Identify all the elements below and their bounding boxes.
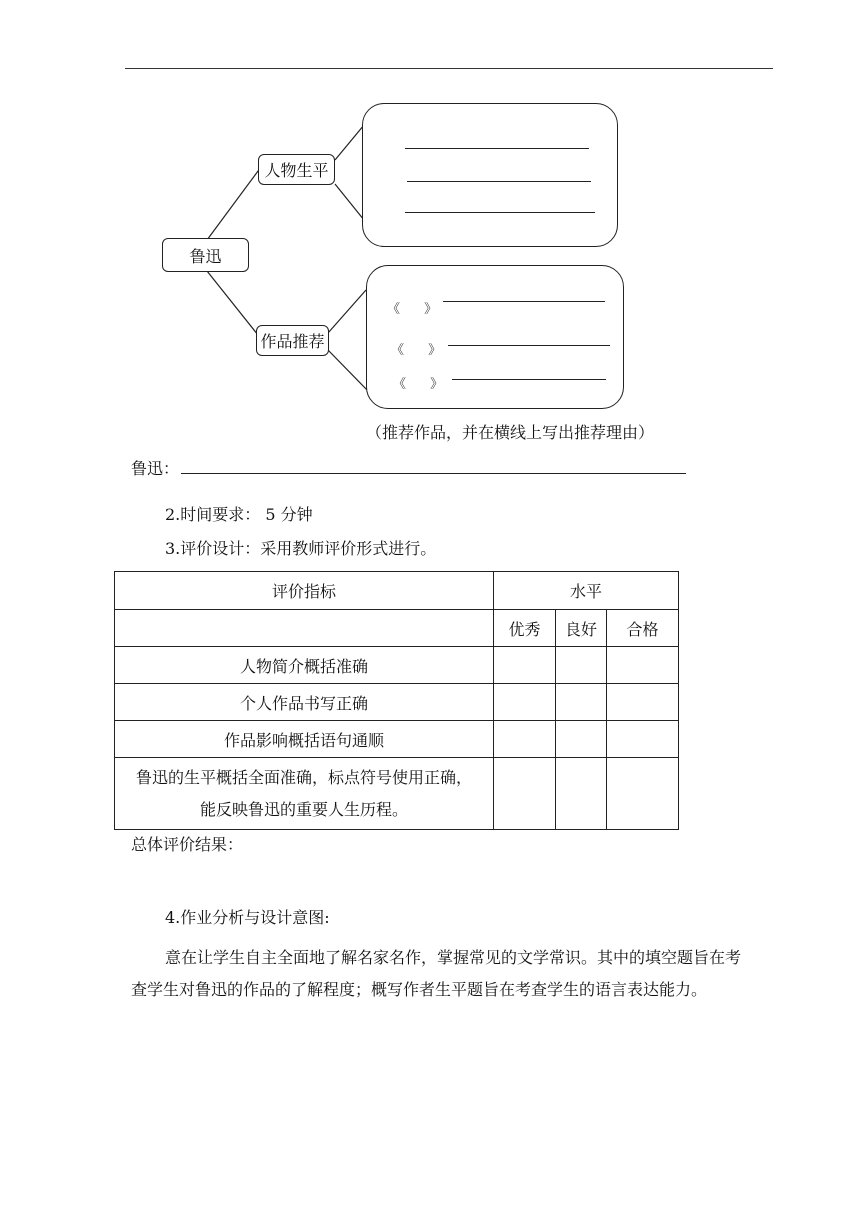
works-blank-1[interactable] [443, 301, 605, 302]
works-answer-box [366, 265, 624, 409]
level-pass: 合格 [607, 610, 679, 647]
score-cell[interactable] [607, 684, 679, 721]
analysis-heading: 4.作业分析与设计意图: [165, 908, 330, 927]
score-cell[interactable] [607, 721, 679, 758]
lu-xun-blank[interactable] [181, 473, 686, 474]
score-cell[interactable] [494, 721, 556, 758]
evaluation-design: 3.评价设计：采用教师评价形式进行。 [165, 539, 437, 558]
criterion-cell: 人物简介概括准确 [115, 647, 494, 684]
works-blank-3[interactable] [452, 379, 606, 380]
time-requirement: 2.时间要求： 5 分钟 [165, 505, 313, 524]
criterion-line-1: 鲁迅的生平概括全面准确，标点符号使用正确， [135, 767, 472, 787]
connector-root-life [207, 167, 261, 240]
life-label: 人物生平 [264, 161, 329, 180]
overall-result-label: 总体评价结果： [131, 835, 244, 854]
book-title-brackets-3: 《 》 [393, 377, 454, 392]
score-cell[interactable] [556, 758, 607, 830]
criterion-line-2: 能反映鲁迅的重要人生历程。 [199, 799, 408, 819]
score-cell[interactable] [607, 647, 679, 684]
criterion-cell: 作品影响概括语句通顺 [115, 721, 494, 758]
table-row [115, 684, 679, 721]
life-answer-box [362, 103, 618, 247]
mind-map-diagram [0, 0, 860, 420]
table-row [115, 758, 679, 830]
book-title-brackets-1: 《 》 [387, 302, 448, 317]
table-header-row [115, 572, 679, 610]
score-cell[interactable] [494, 647, 556, 684]
evaluation-table [114, 571, 679, 830]
analysis-body: 意在让学生自主全面地了解名家名作，掌握常见的文学常识。其中的填空题旨在考查学生对鲁迅的作品的了解程度；概写作者生平题旨在考查学生的语言表达能力。 [131, 948, 742, 999]
lu-xun-label: 鲁迅： [131, 459, 180, 478]
connector-life-bottom [335, 184, 364, 220]
root-node [162, 238, 249, 272]
life-blank-2[interactable] [407, 181, 591, 182]
life-node [258, 154, 335, 185]
works-node [256, 325, 329, 356]
book-title-brackets-2: 《 》 [391, 343, 452, 358]
table-row [115, 647, 679, 684]
score-cell[interactable] [556, 647, 607, 684]
header-level: 水平 [494, 572, 679, 610]
subheader-empty-cell [115, 610, 494, 647]
connector-works-bottom [328, 350, 369, 392]
table-row [115, 721, 679, 758]
diagram-caption: （推荐作品，并在横线上写出推荐理由） [366, 423, 655, 442]
table-subheader-row [115, 610, 679, 647]
level-good: 良好 [556, 610, 607, 647]
score-cell[interactable] [607, 758, 679, 830]
root-label: 鲁迅 [189, 246, 222, 266]
life-blank-1[interactable] [405, 148, 589, 149]
score-cell[interactable] [494, 684, 556, 721]
score-cell[interactable] [556, 684, 607, 721]
works-blank-2[interactable] [448, 345, 610, 346]
connector-life-top [335, 125, 364, 160]
score-cell[interactable] [556, 721, 607, 758]
works-label: 作品推荐 [260, 332, 325, 351]
criterion-cell-multiline [115, 758, 494, 830]
level-excellent: 优秀 [494, 610, 556, 647]
life-blank-3[interactable] [405, 212, 595, 213]
connector-root-works [207, 271, 258, 335]
criterion-cell: 个人作品书写正确 [115, 684, 494, 721]
score-cell[interactable] [494, 758, 556, 830]
header-indicator: 评价指标 [115, 572, 494, 610]
connector-works-top [328, 290, 366, 333]
